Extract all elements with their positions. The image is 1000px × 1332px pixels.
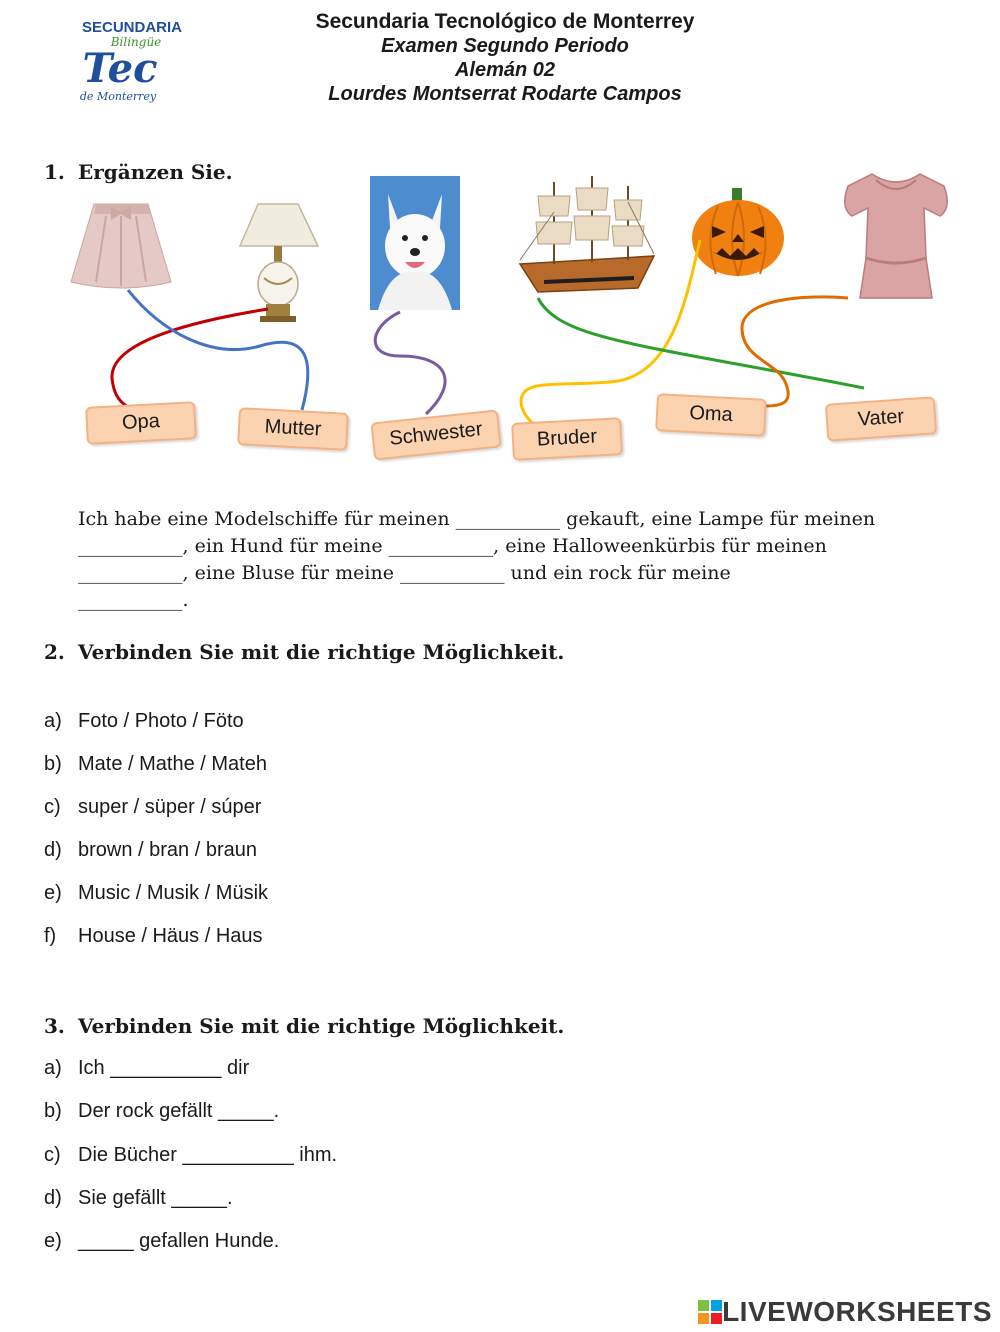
label-vater[interactable]: Vater bbox=[825, 396, 937, 442]
list-item[interactable]: c) super / süper / súper bbox=[44, 796, 262, 818]
list-item[interactable]: d) brown / bran / braun bbox=[44, 839, 257, 861]
line-red bbox=[112, 309, 268, 410]
line-blue bbox=[128, 290, 308, 410]
svg-text:de Monterrey: de Monterrey bbox=[79, 90, 157, 103]
label-mutter[interactable]: Mutter bbox=[237, 407, 349, 451]
svg-text:Tec: Tec bbox=[82, 45, 158, 92]
paragraph-line: ___________, ein Hund für meine ___________, eine Halloweenkürbis für meinen bbox=[78, 535, 827, 557]
exam-name: Examen Segundo Periodo bbox=[381, 35, 629, 57]
brand-logo-icon bbox=[698, 1300, 722, 1324]
list-item[interactable]: e) Music / Musik / Müsik bbox=[44, 882, 269, 904]
line-green bbox=[538, 298, 864, 388]
paragraph-line: Ich habe eine Modelschiffe für meinen ___________ gekauft, eine Lampe für meinen bbox=[78, 508, 876, 530]
paragraph-line: ___________, eine Bluse für meine ___________ und ein rock für meine bbox=[78, 562, 731, 584]
fill-in-paragraph bbox=[78, 506, 958, 614]
list-item[interactable]: d) Sie gefällt _____. bbox=[44, 1187, 233, 1209]
list-item[interactable]: b) Der rock gefällt _____. bbox=[44, 1100, 280, 1122]
label-oma[interactable]: Oma bbox=[655, 393, 767, 437]
list-item[interactable]: b) Mate / Mathe / Mateh bbox=[44, 753, 267, 775]
line-purple bbox=[375, 312, 445, 414]
liveworksheets-brand: LIVEWORKSHEETS bbox=[698, 1296, 992, 1328]
line-orange bbox=[742, 297, 848, 406]
school-name: Secundaria Tecnológico de Monterrey bbox=[315, 10, 695, 33]
label-bruder[interactable]: Bruder bbox=[511, 417, 623, 461]
svg-text:SECUNDARIA: SECUNDARIA bbox=[81, 19, 183, 36]
teacher-name: Lourdes Montserrat Rodarte Campos bbox=[328, 83, 682, 105]
label-schwester[interactable]: Schwester bbox=[370, 409, 501, 460]
svg-text:Bilingüe: Bilingüe bbox=[110, 35, 162, 49]
label-opa[interactable]: Opa bbox=[85, 401, 197, 445]
list-item[interactable]: e) _____ gefallen Hunde. bbox=[44, 1230, 280, 1252]
question-1-title: 1. Ergänzen Sie. bbox=[44, 160, 233, 184]
question-2-title: 2. Verbinden Sie mit die richtige Möglichkeit. bbox=[44, 640, 565, 664]
list-item[interactable]: a) Foto / Photo / Föto bbox=[44, 710, 244, 732]
question-3-title: 3. Verbinden Sie mit die richtige Möglichkeit. bbox=[44, 1014, 565, 1038]
list-item[interactable]: f) House / Häus / Haus bbox=[44, 925, 263, 947]
list-item[interactable]: c) Die Bücher __________ ihm. bbox=[44, 1144, 338, 1166]
course-name: Alemán 02 bbox=[454, 59, 556, 81]
paragraph-line: ___________. bbox=[78, 589, 189, 611]
list-item[interactable]: a) Ich __________ dir bbox=[44, 1057, 250, 1079]
